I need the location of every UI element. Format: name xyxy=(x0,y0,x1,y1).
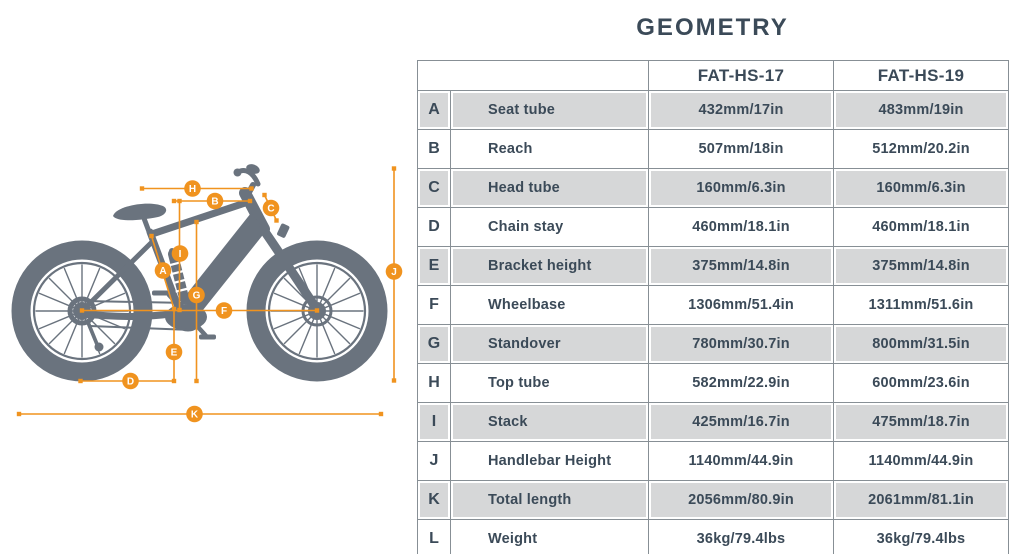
table-row xyxy=(418,364,1009,403)
table-row xyxy=(418,442,1009,481)
row-value-model-2: 160mm/6.3in xyxy=(834,169,1009,208)
table-header-row xyxy=(418,61,1009,91)
front-light-icon xyxy=(276,223,290,239)
row-value-model-2: 36kg/79.4lbs xyxy=(834,520,1009,554)
row-value-model-2: 2061mm/81.1in xyxy=(834,481,1009,520)
badge-d-label: D xyxy=(126,376,135,388)
row-value-model-2: 375mm/14.8in xyxy=(834,247,1009,286)
table-row xyxy=(418,325,1009,364)
table-row xyxy=(418,247,1009,286)
badge-b xyxy=(207,193,224,210)
column-header-model-1: FAT-HS-17 xyxy=(649,61,834,91)
badge-k xyxy=(186,406,203,423)
row-value-model-1: 1140mm/44.9in xyxy=(649,442,834,481)
row-name: Weight xyxy=(451,520,649,554)
row-name: Stack xyxy=(451,403,649,442)
row-value-model-1: 36kg/79.4lbs xyxy=(649,520,834,554)
badge-g-label: G xyxy=(192,290,201,302)
row-value-model-1: 1306mm/51.4in xyxy=(649,286,834,325)
row-letter: J xyxy=(418,442,451,481)
table-row xyxy=(418,286,1009,325)
row-letter: H xyxy=(418,364,451,403)
bike-silhouette-icon xyxy=(21,162,378,372)
row-letter: L xyxy=(418,520,451,554)
badge-a xyxy=(155,262,172,279)
row-value-model-1: 432mm/17in xyxy=(649,91,834,130)
row-value-model-1: 460mm/18.1in xyxy=(649,208,834,247)
badge-b-label: B xyxy=(211,196,219,208)
row-letter: K xyxy=(418,481,451,520)
table-row xyxy=(418,208,1009,247)
table-row xyxy=(418,130,1009,169)
row-value-model-1: 780mm/30.7in xyxy=(649,325,834,364)
badge-k-label: K xyxy=(190,409,199,421)
row-name: Seat tube xyxy=(451,91,649,130)
badge-i-label: I xyxy=(178,249,182,260)
column-header-model-2: FAT-HS-19 xyxy=(834,61,1009,91)
badge-d xyxy=(122,373,139,390)
badge-h xyxy=(184,180,201,197)
row-value-model-1: 425mm/16.7in xyxy=(649,403,834,442)
row-letter: A xyxy=(418,91,451,130)
badge-g xyxy=(188,287,205,304)
row-value-model-2: 460mm/18.1in xyxy=(834,208,1009,247)
row-name: Wheelbase xyxy=(451,286,649,325)
row-value-model-2: 483mm/19in xyxy=(834,91,1009,130)
badge-a-label: A xyxy=(159,266,167,277)
row-name: Handlebar Height xyxy=(451,442,649,481)
badge-c xyxy=(263,200,280,217)
table-row xyxy=(418,481,1009,520)
row-value-model-2: 600mm/23.6in xyxy=(834,364,1009,403)
row-value-model-2: 1311mm/51.6in xyxy=(834,286,1009,325)
table-row xyxy=(418,520,1009,554)
row-value-model-1: 375mm/14.8in xyxy=(649,247,834,286)
row-value-model-2: 475mm/18.7in xyxy=(834,403,1009,442)
table-row xyxy=(418,91,1009,130)
row-name: Total length xyxy=(451,481,649,520)
row-letter: I xyxy=(418,403,451,442)
row-name: Top tube xyxy=(451,364,649,403)
row-letter: F xyxy=(418,286,451,325)
row-value-model-2: 800mm/31.5in xyxy=(834,325,1009,364)
badge-j xyxy=(386,263,403,280)
badge-c-label: C xyxy=(267,203,275,215)
badge-j-label: J xyxy=(391,267,397,278)
row-letter: D xyxy=(418,208,451,247)
table-row xyxy=(418,169,1009,208)
row-letter: C xyxy=(418,169,451,208)
row-name: Reach xyxy=(451,130,649,169)
row-value-model-1: 2056mm/80.9in xyxy=(649,481,834,520)
row-value-model-2: 512mm/20.2in xyxy=(834,130,1009,169)
bike-geometry-diagram xyxy=(0,0,420,554)
row-letter: E xyxy=(418,247,451,286)
row-value-model-1: 582mm/22.9in xyxy=(649,364,834,403)
row-letter: B xyxy=(418,130,451,169)
badge-h-label: H xyxy=(188,184,197,195)
badge-i xyxy=(172,245,189,262)
badge-f-label: F xyxy=(220,306,228,317)
badge-f xyxy=(216,302,233,319)
page-title: GEOMETRY xyxy=(636,14,789,41)
geometry-table xyxy=(417,60,1009,554)
badge-e xyxy=(166,344,183,361)
row-name: Bracket height xyxy=(451,247,649,286)
row-letter: G xyxy=(418,325,451,364)
table-corner-cell xyxy=(418,61,649,91)
badge-e-label: E xyxy=(170,347,178,359)
row-value-model-1: 160mm/6.3in xyxy=(649,169,834,208)
row-name: Standover xyxy=(451,325,649,364)
row-value-model-1: 507mm/18in xyxy=(649,130,834,169)
row-name: Head tube xyxy=(451,169,649,208)
row-name: Chain stay xyxy=(451,208,649,247)
table-row xyxy=(418,403,1009,442)
row-value-model-2: 1140mm/44.9in xyxy=(834,442,1009,481)
